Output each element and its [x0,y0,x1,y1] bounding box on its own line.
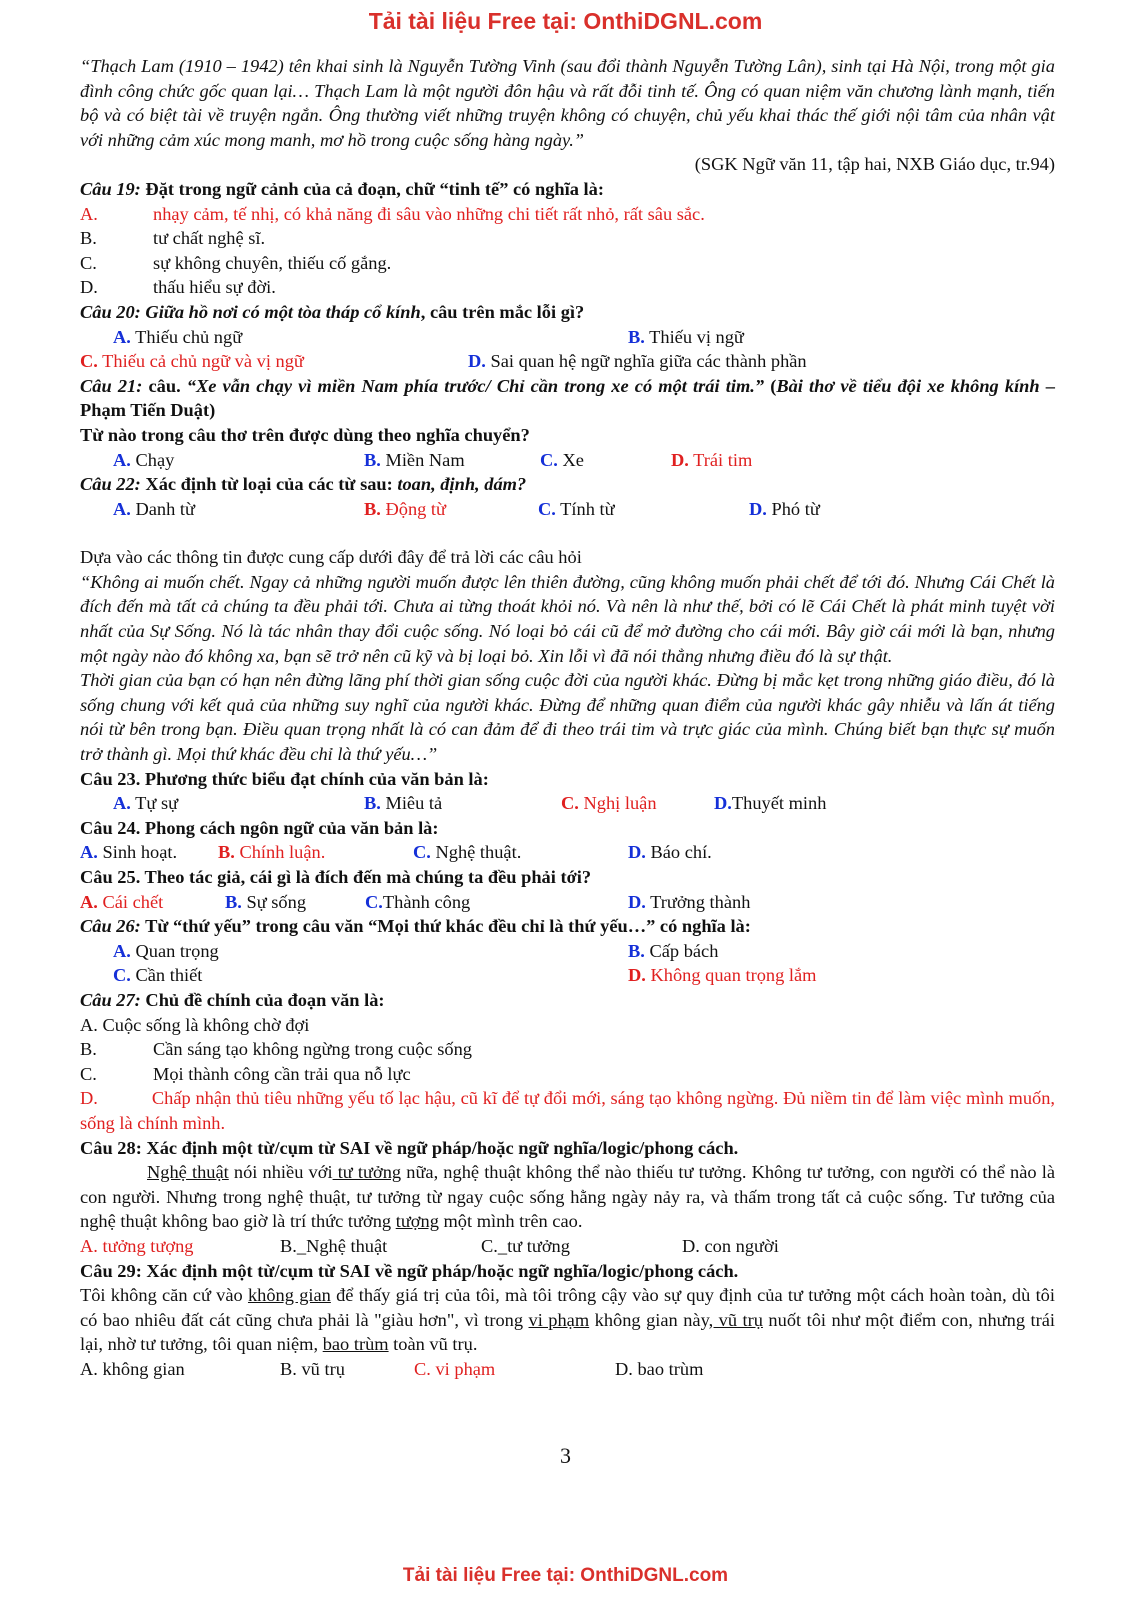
q24-d-text: Báo chí. [645,842,712,863]
q28-option-a [80,1234,193,1259]
q23-option-c [561,791,657,816]
q27-label: Câu 27: [80,989,141,1010]
bottom-banner[interactable]: Tải tài liệu Free tại: OnthiDGNL.com [402,1565,729,1586]
q28-c-text: _tư tưởng [497,1235,570,1256]
q28-option-c [481,1234,570,1259]
q24-d-key: D. [628,842,646,863]
question-23 [80,767,1055,792]
q27-option-a: A. Cuộc sống là không chờ đợi [80,1014,310,1035]
q20-option-b [628,325,744,350]
q22-option-b [364,497,446,522]
q20-options-row1 [80,325,1055,350]
q25-d-key: D. [628,891,646,912]
q21-ask: Từ nào trong câu thơ trên được dùng theo nghĩa chuyển? [80,424,530,445]
q25-option-c [365,890,470,915]
q25-options [80,890,1055,915]
q23-a-text: Tự sự [130,793,179,814]
q21-option-d [671,448,752,473]
q20-d-text: Sai quan hệ ngữ nghĩa giữa các thành phần [485,351,807,372]
q26-label: Câu 26: [80,916,141,937]
q28-option-d [682,1234,779,1259]
question-21 [80,374,1055,423]
q29-underline-3: , vũ trụ [708,1309,763,1330]
q27-d-text: Chấp nhận thủ tiêu những yếu tố lạc hậu, cũ kĩ để tự đổi mới, sáng tạo không ngừng. Đủ niềm tin để làm việc mình muốn, sống là chính mình. [80,1088,1055,1133]
spacer [80,521,1055,545]
q19-a-text: nhạy cảm, tế nhị, có khả năng đi sâu vào những chi tiết rất nhỏ, rất sâu sắc. [153,203,705,224]
q23-c-text: Nghị luận [578,793,657,814]
q23-b-text: Miêu tả [380,793,443,814]
question-29: Câu 29: Xác định một từ/cụm từ SAI về ngữ pháp/hoặc ngữ nghĩa/logic/phong cách. [80,1260,739,1281]
q24-a-text: Sinh hoạt. [97,842,178,863]
q26-b-text: Cấp bách [644,940,719,961]
q28-a-key: A. [80,1235,98,1256]
q20-option-c [80,349,304,374]
q29-b-key: B. [280,1358,297,1379]
q19-text: Đặt trong ngữ cảnh của cả đoạn, chữ “tinh tế” có nghĩa là: [140,178,604,199]
q28-d-key: D. [682,1235,700,1256]
q20-c-text: Thiếu cả chủ ngữ và vị ngữ [97,351,304,372]
q25-option-d [628,890,750,915]
q29-text-1: Tôi không căn cứ vào [80,1285,248,1306]
question-26 [80,914,1055,939]
q20-tail: , câu trên mắc lỗi gì? [420,301,585,322]
q26-b-key: B. [628,940,645,961]
q23-d-text: Thuyết minh [731,793,827,814]
passage2-intro: Dựa vào các thông tin được cung cấp dưới đây để trả lời các câu hỏi [80,547,582,568]
q26-text: Từ “thứ yếu” trong câu văn “Mọi thứ khác đều chỉ là thứ yếu…” có nghĩa là: [140,916,751,937]
q24-option-c [413,840,521,865]
q19-a-key: A. [80,203,98,224]
q28-options [80,1234,1055,1259]
q28-a-text: tưởng tượng [97,1235,194,1256]
q22-c-key: C. [538,498,556,519]
q28-option-b [280,1234,387,1259]
q27-b-key: B. [80,1039,97,1060]
q22-text: Xác định từ loại của các từ sau: [140,474,398,495]
q28-underline-1: Nghệ thuật [147,1162,229,1183]
q22-a-key: A. [113,498,131,519]
q20-b-key: B. [628,326,645,347]
q28-passage [80,1160,1055,1234]
passage2-paragraph1: “Không ai muốn chết. Ngay cả những người muốn được lên thiên đường, cũng không muốn phải chết để tới đó. Nhưng Cái Chết là đích đến mà tất cả chúng ta đều phải tới. Chưa ai từng thoát khỏi nó. Và nên là như thế, bởi có lẽ Cái Chết là phát minh tuyệt vời nhất của Sự Sống. Nó là tác nhân thay đổi cuộc sống. Nó loại bỏ cái cũ để mở đường cho cái mới. Bây giờ cái mới là bạn, nhưng một ngày nào đó không xa, bạn sẽ trở nên cũ kỹ và bị loại bỏ. Xin lỗi vì đã nói thẳng nhưng điều đó là sự thật. [80,571,1055,666]
q22-label: Câu 22: [80,474,141,495]
q29-a-text: không gian [97,1358,185,1379]
q26-a-text: Quan trọng [130,940,219,961]
q23-a-key: A. [113,793,131,814]
q25-b-key: B. [225,891,242,912]
q29-option-b [280,1357,345,1382]
q26-option-a [113,939,219,964]
q24-options [80,840,1055,865]
q28-b-text: _Nghệ thuật [296,1235,388,1256]
q29-option-a [80,1357,185,1382]
q22-b-text: Động từ [380,498,447,519]
question-28: Câu 28: Xác định một từ/cụm từ SAI về ngữ pháp/hoặc ngữ nghĩa/logic/phong cách. [80,1137,739,1158]
q21-option-a [113,448,174,473]
document-body [80,54,1055,1381]
q29-text-3: không gian này [589,1309,709,1330]
q26-options-row1 [80,939,1055,964]
q23-d-key: D. [714,793,732,814]
q29-c-text: vi phạm [430,1358,496,1379]
q27-option-b [80,1037,1055,1062]
q27-d-key: D. [80,1088,98,1109]
q22-option-c [538,497,615,522]
q23-c-key: C. [561,793,579,814]
q19-b-text: tư chất nghệ sĩ. [153,228,266,249]
passage-thach-lam [80,54,1055,152]
q24-label: Câu 24. [80,817,141,838]
source-citation: (SGK Ngữ văn 11, tập hai, NXB Giáo dục, tr.94) [694,154,1055,175]
q26-c-key: C. [113,965,131,986]
q22-c-text: Tính từ [555,498,615,519]
q29-d-text: bao trùm [632,1358,704,1379]
q29-option-c [414,1357,495,1382]
q29-a-key: A. [80,1358,98,1379]
q29-b-text: vũ trụ [296,1358,345,1379]
page-number: 3 [560,1443,571,1468]
q29-option-d [615,1357,703,1382]
q29-options [80,1357,1055,1382]
q26-option-b [628,939,718,964]
q24-a-key: A. [80,842,98,863]
q20-c-key: C. [80,351,98,372]
q29-c-key: C. [414,1358,431,1379]
q21-b-key: B. [364,449,381,470]
question-25 [80,865,1055,890]
q26-option-d [628,963,817,988]
q29-underline-4: bao trùm [322,1334,389,1355]
question-22 [80,472,1055,497]
q20-a-key: A. [113,326,131,347]
q26-d-key: D. [628,965,646,986]
q19-d-key: D. [80,277,98,298]
q21-b-text: Miền Nam [380,449,465,470]
q24-text: Phong cách ngôn ngữ của văn bản là: [140,817,439,838]
q21-d-key: D. [671,449,689,470]
q23-text: Phương thức biểu đạt chính của văn bản là: [140,768,489,789]
q20-label: Câu 20: [80,301,141,322]
q19-option-c [80,251,1055,276]
q22-option-d [749,497,820,522]
passage-thach-lam-text: “Thạch Lam (1910 – 1942) tên khai sinh là Nguyễn Tường Vinh (sau đổi thành Nguyễn Tường Lân), sinh tại Hà Nội, trong một gia đình công chức gốc quan lại… Thạch Lam là một người đôn hậu và rất đỗi tinh tế. Ông có quan niệm văn chương lành mạnh, tiến bộ và có biệt tài về truyện ngắn. Ông thường viết những truyện không có chuyện, chủ yếu khai thác thế giới nội tâm của nhân vật với những cảm xúc mong manh, mơ hồ trong cuộc sống hàng ngày.” [80,56,1055,150]
q23-b-key: B. [364,793,381,814]
q25-c-key: C. [365,891,383,912]
q22-options [80,497,1055,522]
q23-label: Câu 23. [80,768,141,789]
q22-a-text: Danh từ [130,498,195,519]
q29-passage [80,1283,1055,1357]
q25-text: Theo tác giả, cái gì là đích đến mà chúng ta đều phải tới? [140,867,592,887]
q23-option-d [714,791,826,816]
q20-b-text: Thiếu vị ngữ [644,326,744,347]
q27-option-d [80,1086,1055,1135]
q26-a-key: A. [113,940,131,961]
q27-b-text: Cần sáng tạo không ngừng trong cuộc sống [153,1039,472,1060]
q20-option-a [113,325,242,350]
q25-d-text: Trưởng thành [645,891,751,912]
q25-c-text: Thành công [382,891,471,912]
question-27 [80,988,1055,1013]
q19-c-key: C. [80,252,97,273]
q28-d-text: con người [699,1235,779,1256]
q21-label: Câu 21: [80,375,143,396]
q27-c-text: Mọi thành công cần trải qua nỗ lực [153,1063,411,1084]
q22-d-text: Phó từ [766,498,820,519]
q21-src3: – Phạm Tiến Duật) [80,375,1055,421]
q21-c-text: Xe [557,449,584,470]
q19-b-key: B. [80,228,97,249]
q24-b-key: B. [218,842,235,863]
q28-b-key: B. [280,1235,297,1256]
q22-b-key: B. [364,498,381,519]
q21-pre: câu. [142,375,187,396]
q19-option-b [80,226,1055,251]
q25-label: Câu 25. [80,867,141,887]
q25-a-key: A. [80,891,98,912]
q21-options [80,448,1055,473]
q28-text-2: nữa, nghệ thuật không thể nào thiếu tư tưởng. Không tư tưởng, con người có thể nào là con người. Nhưng trong nghệ thuật, tư tưởng từ ngay cuộc sống hằng ngày nảy ra, và thấm trong tất cả cuộc sống. Tư tưởng của nghệ thuật không bao giờ là trí thức tưởng [80,1162,1055,1232]
q21-src1: ( [764,375,777,396]
q26-option-c [113,963,202,988]
q26-d-text: Không quan trọng lắm [645,965,817,986]
q19-c-text: sự không chuyên, thiếu cố gắng. [153,252,392,273]
q19-label: Câu 19: [80,178,141,199]
q21-a-key: A. [113,449,131,470]
q29-underline-1: không gian [247,1285,331,1306]
q26-c-text: Cần thiết [130,965,203,986]
q26-options-row2 [80,963,1055,988]
q29-underline-2: vi phạm [528,1309,590,1330]
q29-d-key: D. [615,1358,633,1379]
q21-a-text: Chạy [130,449,175,470]
q28-c-key: C. [481,1235,498,1256]
q22-d-key: D. [749,498,767,519]
q20-option-d [468,349,807,374]
q29-text-5: toàn vũ trụ. [388,1334,478,1355]
q24-c-key: C. [413,842,431,863]
q19-d-text: thấu hiểu sự đời. [153,277,276,298]
q19-option-d [80,275,1055,300]
question-20 [80,300,1055,325]
q24-option-d [628,840,712,865]
q21-d-text: Trái tim [688,449,753,470]
question-24 [80,816,1055,841]
q23-options [80,791,1055,816]
q23-option-b [364,791,442,816]
q19-option-a [80,202,1055,227]
q27-c-key: C. [80,1063,97,1084]
q27-text: Chủ đề chính của đoạn văn là: [140,989,385,1010]
q22-option-a [113,497,195,522]
top-banner[interactable]: Tải tài liệu Free tại: OnthiDGNL.com [368,8,763,34]
q21-option-b [364,448,465,473]
q21-src2: Bài thơ về tiểu đội xe không kính [776,375,1040,396]
q28-text-3: một mình trên cao. [438,1211,583,1232]
q20-options-row2 [80,349,1055,374]
q29-text-2: để thấy giá trị của tôi, mà tôi trông cậy vào sự quy định của tư tưởng một cách hoàn toàn, dù tôi có bao nhiêu đất cát cũng chưa phải là "giàu hơn", vì trong [80,1285,1055,1330]
q22-words: toan, định, dám? [397,474,527,495]
q21-c-key: C. [540,449,558,470]
q24-option-a [80,840,177,865]
q27-option-c [80,1062,1055,1087]
q25-option-b [225,890,306,915]
q29-text-4: nuốt tôi như một điểm con, nhưng trái lại, nhờ tư tưởng, tôi quan niệm, [80,1309,1055,1355]
q20-text: Giữa hồ nơi có một tòa tháp cổ kính [140,301,421,322]
q20-d-key: D. [468,351,486,372]
q28-underline-2: tư tưởng [332,1162,402,1183]
q25-b-text: Sự sống [241,891,307,912]
passage2-paragraph2: Thời gian của bạn có hạn nên đừng lãng phí thời gian sống cuộc đời của người khác. Đừng bị mắc kẹt trong những giáo điều, đó là sống chung với kết quả của những suy nghĩ của người khác. Đừng để những quan điểm của người khác gây nhiễu và lấn át tiếng nói từ bên trong bạn. Điều quan trọng nhất là có can đảm để đi theo trái tim và trực giác của mình. Chúng biết bạn thực sự muốn trở thành gì. Mọi thứ khác đều chỉ là thứ yếu…” [80,670,1055,765]
q20-a-text: Thiếu chủ ngữ [130,326,243,347]
q28-text-1: nói nhiều với [228,1162,333,1183]
q24-option-b [218,840,325,865]
q21-option-c [540,448,584,473]
q28-underline-3: tượng [395,1211,439,1232]
q21-quote: “Xe vẫn chạy vì miền Nam phía trước/ Chỉ cần trong xe có một trái tim.” [186,375,765,396]
question-19 [80,177,1055,202]
q25-option-a [80,890,163,915]
q25-a-text: Cái chết [97,891,164,912]
q24-b-text: Chính luận. [234,842,326,863]
q23-option-a [113,791,178,816]
q24-c-text: Nghệ thuật. [430,842,522,863]
